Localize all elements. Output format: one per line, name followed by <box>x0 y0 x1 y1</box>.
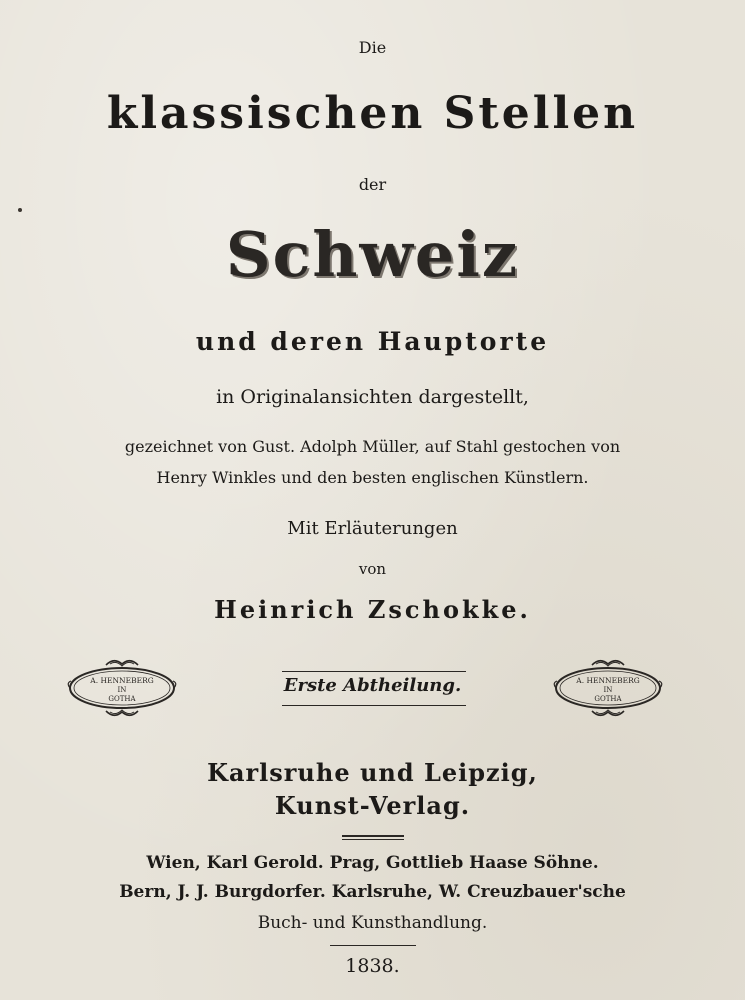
main-title: klassischen Stellen <box>106 88 639 139</box>
library-stamp-right <box>552 655 664 721</box>
explanations: Mit Erläuterungen <box>287 518 458 539</box>
double-rule-top <box>342 835 404 837</box>
stamp-right-line-1: A. HENNEBERG <box>576 676 640 685</box>
stamp-left-line-2: IN <box>117 686 127 694</box>
volume-label: Erste Abtheilung. <box>283 675 462 696</box>
publisher: Kunst-Verlag. <box>274 791 471 820</box>
stamp-right-line-2: IN <box>603 686 613 694</box>
publication-year: 1838. <box>345 955 400 977</box>
distributors-line-3: Buch- und Kunsthandlung. <box>257 913 488 933</box>
distributors-line-2: Bern, J. J. Burgdorfer. Karlsruhe, W. Creuzbauer'sche <box>119 882 626 902</box>
credits-line-1: gezeichnet von Gust. Adolph Müller, auf Stahl gestochen von <box>124 437 621 456</box>
stamp-right-line-3: GOTHA <box>594 695 622 703</box>
double-rule-bottom <box>342 839 404 840</box>
volume-rule-top <box>282 671 466 672</box>
publisher-place: Karlsruhe und Leipzig, <box>207 758 538 787</box>
credits-line-2: Henry Winkles und den besten englischen Künstlern. <box>156 468 589 487</box>
distributors-line-1: Wien, Karl Gerold. Prag, Gottlieb Haase Söhne. <box>146 853 599 873</box>
author: Heinrich Zschokke. <box>214 595 531 624</box>
stamp-left-line-1: A. HENNEBERG <box>90 676 154 685</box>
library-stamp-left <box>66 655 178 721</box>
country-title: Schweiz <box>225 218 520 291</box>
volume-rule-bottom <box>282 705 466 706</box>
year-rule <box>330 945 416 946</box>
stamp-left-line-3: GOTHA <box>108 695 136 703</box>
article-die: Die <box>358 38 387 57</box>
subtitle: und deren Hauptorte <box>195 327 550 356</box>
by-word: von <box>358 560 387 578</box>
description: in Originalansichten dargestellt, <box>216 386 529 408</box>
paper-speck <box>18 208 22 212</box>
article-der: der <box>358 175 387 194</box>
